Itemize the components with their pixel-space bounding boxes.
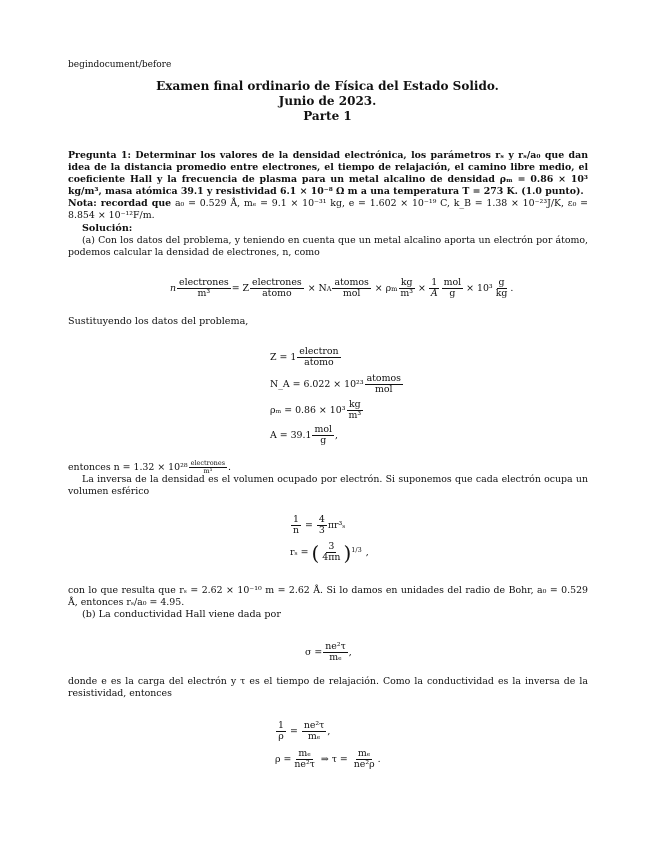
eq3-eq: = — [305, 519, 313, 531]
eq2-na-frac — [365, 374, 403, 395]
note-paragraph — [68, 198, 588, 222]
eq1-frac6-num: mol — [443, 277, 462, 288]
eq2-rho-lhs: ρₘ = 0.86 × 10³ — [270, 404, 346, 416]
eq1-frac3 — [332, 278, 370, 299]
eq1-frac7-num: g — [498, 277, 505, 288]
eq4-end: , — [348, 646, 352, 658]
question-text: Determinar los valores de la densidad electrónica, los parámetros rₛ y rₛ/a₀ que dan idea de la distancia promedio entre electrones, el tiempo de relajación, el camino libre medio, el coeficiente Hall y la frecuencia de plasma para un metal alcalino de densidad ρₘ = 0.86 × 10³ kg/m³, masa atómica 39.1 y resistividad 6.1 × 10⁻⁸ Ω m a una temperatura T = 273 K. (1.0 punto). — [68, 150, 589, 198]
eq1-frac1-num: electrones — [179, 277, 229, 288]
eq5-den1: mₑ — [307, 731, 321, 742]
eq1-n: n — [170, 282, 177, 294]
eq1-frac6-den: g — [449, 288, 456, 299]
eq3-pow: 1/3 — [351, 546, 362, 554]
eq3-four: 4 — [318, 514, 325, 525]
eq1-frac5-num: 1 — [431, 277, 438, 288]
eq5-num1: ne²τ — [303, 720, 325, 731]
paragraph-donde: donde e es la carga del electrón y τ es el tiempo de relajación. Como la conductividad es la inversa de la resistividad, entonces — [68, 676, 588, 700]
title-line2: Junio de 2023. — [278, 94, 377, 108]
eq4-frac — [323, 642, 348, 663]
sustituyendo-text: Sustituyendo los datos del problema, — [68, 316, 249, 327]
eq1-frac3-num: atomos — [334, 277, 369, 288]
eq5-den2: ne²τ — [294, 759, 315, 770]
eq2-na-lhs: N_A = 6.022 × 10²³ — [270, 378, 364, 390]
eq5-frac-1rho — [276, 721, 286, 742]
eq2-na-den: mol — [374, 384, 393, 395]
paragraph-inversa: La inversa de la densidad es el volumen ocupado por electrón. Si suponemos que cada electrón ocupa un volumen esférico — [68, 474, 588, 498]
eq5-frac2 — [292, 749, 317, 770]
eq2-na-num: atomos — [366, 373, 401, 384]
eq3-frac-1n — [291, 515, 301, 536]
eq5-end1: , — [327, 725, 331, 737]
note-label: Nota: recordad que — [68, 198, 172, 209]
eq1-times-103: × 10³ — [466, 282, 493, 294]
equation-z — [270, 347, 342, 368]
eq1-frac2-den: atomo — [262, 288, 292, 299]
title-line1: Examen final ordinario de Física del Estado Solido. — [156, 79, 499, 93]
eq1-frac4-den: m³ — [400, 288, 413, 299]
eq4-num: ne²τ — [325, 641, 346, 652]
eq2-a-den: g — [320, 435, 327, 446]
eq1-frac1-den: m³ — [197, 288, 211, 299]
paragraph-rs: con lo que resulta que rₛ = 2.62 × 10⁻¹⁰ m = 2.62 Å. Si lo damos en unidades del radio de Bohr, a₀ = 0.529 Å, entonces rₛ/a₀ = 4.95. — [68, 585, 588, 609]
eq3-end: , — [365, 546, 369, 558]
eq1-frac5 — [429, 278, 440, 299]
eq1-frac7-den: kg — [495, 288, 508, 299]
eq1-frac6 — [442, 278, 464, 299]
eq3-paren-open: ( — [311, 540, 320, 565]
eq5-rho: ρ — [278, 731, 284, 742]
eq3-pirs: πr³ₛ — [327, 519, 346, 531]
eq3-fourpin: 4πn — [322, 552, 341, 563]
eq2-a-num: mol — [314, 424, 333, 435]
solution-label: Solución: — [82, 223, 133, 234]
equation-sigma — [305, 642, 352, 663]
eq3-one: 1 — [293, 514, 299, 525]
entonces-n-line — [68, 460, 231, 475]
equation-rho — [270, 400, 364, 421]
eq2-a-end: , — [335, 429, 338, 441]
eq5-one: 1 — [278, 720, 284, 731]
eq4-sigma: σ = — [305, 646, 323, 658]
header-note: begindocument/before — [68, 60, 172, 70]
eq1-eqz: = Z — [231, 282, 250, 294]
equation-a — [270, 425, 338, 446]
equation-rs — [290, 542, 369, 563]
eq1-frac3-den: mol — [342, 288, 361, 299]
equation-volume — [290, 515, 345, 536]
entonces-n-den: m³ — [203, 467, 213, 475]
question-paragraph — [68, 150, 588, 198]
eq1-frac4 — [398, 278, 415, 299]
eq2-a-lhs: A = 39.1 — [270, 429, 312, 441]
eq3-frac-34pin — [320, 542, 342, 563]
eq1-frac7 — [494, 278, 510, 299]
eq3-rs-lhs: rₛ = — [290, 546, 309, 558]
eq5-rho-lhs: ρ = — [275, 753, 292, 765]
equation-density: n $\frac{\text{electrones}}{\text{m³}}$ = Z $\frac{\text{electrones}}{\text{atomo}}$ × N A $\frac{\text{atomos}}{\text{mol}}$ × ρ m $\frac{kg}{\text{m³}}$ × $\frac{1}{A}$ $\frac{\text{mol}}{g}$ × 10³ $\frac{g}{kg}$ . — [170, 277, 514, 299]
eq1-times-na: × N — [307, 282, 327, 294]
equation-na — [270, 374, 404, 395]
eq5-frac3 — [352, 749, 377, 770]
eq2-rho-frac — [346, 400, 363, 421]
eq5-eq: = — [289, 725, 298, 737]
eq1-end: . — [510, 282, 514, 294]
eq2-z-num: electron — [299, 346, 339, 357]
entonces-n-end: . — [228, 461, 232, 473]
eq5-frac1 — [302, 721, 327, 742]
entonces-n-text: entonces n = 1.32 × 10²⁸ — [68, 461, 188, 473]
eq1-times-rho: × ρ — [374, 282, 392, 294]
eq3-paren-close: ) — [343, 540, 352, 565]
eq1-frac2 — [250, 278, 304, 299]
eq3-three-num: 3 — [328, 541, 335, 552]
title-line3: Parte 1 — [303, 109, 352, 123]
eq2-z-frac — [297, 347, 340, 368]
eq5-end2: . — [377, 753, 381, 765]
eq1-frac1 — [177, 278, 231, 299]
eq1-frac2-num: electrones — [252, 277, 302, 288]
eq3-three: 3 — [318, 525, 325, 536]
eq5-num3: mₑ — [357, 748, 371, 759]
paragraph-b: (b) La conductividad Hall viene dada por — [82, 609, 281, 620]
eq5-num2: mₑ — [298, 748, 311, 759]
paragraph-a: (a) Con los datos del problema, y teniendo en cuenta que un metal alcalino aporta un electrón por átomo, podemos calcular la densidad de electrones, n, como — [68, 235, 588, 259]
eq3-n: n — [293, 525, 300, 536]
equation-tau — [275, 749, 381, 770]
eq2-rho-num: kg — [348, 399, 361, 410]
question-label: Pregunta 1: — [68, 150, 131, 161]
eq5-den3: ne²ρ — [353, 759, 375, 770]
eq2-z-lhs: Z = 1 — [270, 351, 297, 363]
entonces-n-frac — [189, 460, 227, 475]
eq1-frac5-den: A — [430, 288, 438, 299]
note-text: a₀ = 0.529 Å, mₑ = 9.1 × 10⁻³¹ kg, e = 1.602 × 10⁻¹⁹ C, k_B = 1.38 × 10⁻²³J/K, ε₀ = 8.854 × 10⁻¹²F/m. — [68, 198, 589, 222]
eq2-a-frac — [312, 425, 334, 446]
eq4-den: mₑ — [329, 652, 342, 663]
eq2-z-den: atomo — [304, 357, 334, 368]
entonces-n-num: electrones — [190, 459, 226, 467]
eq1-frac4-num: kg — [400, 277, 413, 288]
eq1-times: × — [417, 282, 426, 294]
equation-inverse-rho — [275, 721, 330, 742]
eq3-frac-43 — [317, 515, 327, 536]
eq2-rho-den: m³ — [348, 410, 362, 421]
eq5-arrow: ⇒ τ = — [320, 753, 348, 765]
